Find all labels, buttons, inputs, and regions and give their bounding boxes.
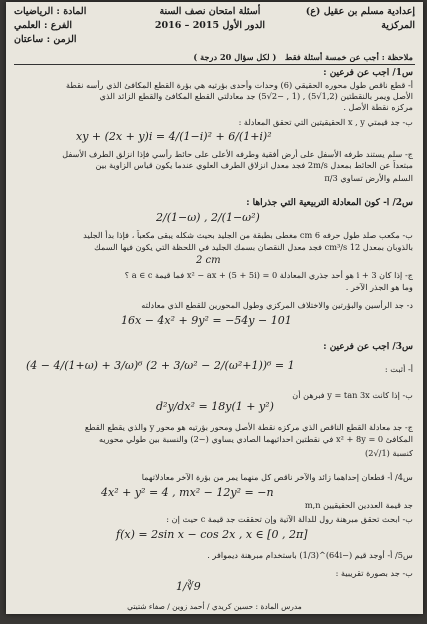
- q2-a-equation: 2/(1−ω) , 2/(1−ω²): [156, 211, 260, 224]
- header-left: [14, 6, 86, 45]
- q2-title: س2/ أ- كون المعادلة التربيعية التي جذراها :: [246, 198, 413, 208]
- q1-a-line3: مركزه نقطة الأصل .: [343, 102, 413, 112]
- q2-c-line1: ج- إذا كان 3 + i هو أحد جذري المعادلة x² − ax + (5 + 5i) = 0 فما قيمة a ∈ c ؟: [124, 270, 413, 280]
- exam-header: [14, 6, 415, 56]
- q2-b-line1: ب- مكعب صلد طول حرفه 6 cm مغطى بطبقة من الجليد بحيث شكله يبقى مكعباً ، فإذا بدأ الجليد: [83, 230, 413, 240]
- q1-c-line3: السلم والأرض تساوي π/3: [324, 173, 413, 183]
- q1-title: س1/ أجب عن فرعين :: [323, 68, 413, 78]
- q3-title: س3/ أجب عن فرعين :: [323, 342, 413, 352]
- header-right: [306, 6, 415, 31]
- exam-note-line: [14, 52, 413, 62]
- q5-a-line: س5/ أ- أوجد قيم (−64i)^(1/3) باستخدام مبرهنة ديموافر .: [207, 550, 413, 560]
- q1-b-equation: xy + (2x + y)i = 4/(1−i)² + 6/(1+i)²: [76, 130, 272, 143]
- q4-a-line1: س4/ أ- قطعان إحداهما زائد والآخر ناقص كل منهما يمر من بؤرة الآخر معادلاتهما: [141, 472, 413, 482]
- header-middle: [155, 6, 265, 31]
- q2-c-line2: وما هو الجذر الآخر .: [345, 282, 413, 292]
- exam-title: أسئلة امتحان نصف السنة: [159, 6, 261, 17]
- q3-c-line2: المكافئ x² + 8y = 0 في نقطتين احداثيهما الصادي يساوي (−2) والنسبة بين طولي محوريه: [99, 434, 413, 444]
- exam-marks: ( لكل سؤال 20 درجة ): [193, 52, 277, 62]
- q1-c-line2: مبتعداً عن الحائط بمعدل 2m/s فجد معدل انزلاق الطرف العلوي عندما يكون قياس الزاوية بين: [95, 160, 413, 170]
- q4-a-line2: جد قيمة العددين الحقيقيين m,n: [304, 500, 413, 510]
- teacher-credits: مدرس المادة : حسين كريدي / أحمد زوين / صفاء شتيتي: [127, 602, 302, 611]
- q3-c-line3: كنسبة (1/√2): [365, 448, 413, 458]
- q3-c-line1: ج- جد معادلة القطع الناقص الذي مركزه نقطة الأصل ومحور بؤرتيه هو محور y والذي يقطع القطع: [84, 422, 413, 432]
- q1-b-line1: ب- جد قيمتي x , y الحقيقيتين التي تحقق المعادلة :: [238, 117, 413, 127]
- q5-b-line: ب- جد بصورة تقريبية :: [335, 568, 413, 578]
- branch-label: الفرع : العلمي: [14, 20, 73, 31]
- q4-a-equation: 4x² + y² = 4 , mx² − 12y² = −n: [101, 486, 274, 499]
- exam-scope: المركزية: [381, 20, 415, 31]
- q4-b-line1: ب- ابحث تحقق مبرهنة رول للدالة الآتية وإن تحققت جد قيمة c حيث إن :: [166, 514, 413, 524]
- q2-d-equation: 16x − 4x² + 9y² = −54y − 101: [121, 314, 292, 327]
- q1-a-line2: الأصل ويمر بالنقطتين (1,2√5) , (1 , −2√5) جد معادلتي القطع المكافئ والقطع الزائد الذي: [99, 91, 413, 101]
- exam-session: الدور الأول 2015 – 2016: [154, 20, 265, 31]
- header-divider: [14, 64, 415, 65]
- exam-paper: [6, 2, 423, 614]
- q3-a-label: أ- أثبت :: [384, 364, 413, 374]
- q3-b-label: ب- إذا كانت y = tan 3x فبرهن أن: [292, 390, 413, 400]
- q5-b-equation: 1/∛9: [176, 580, 201, 593]
- time-label: الزمن : ساعتان: [14, 34, 77, 45]
- subject-label: المادة : الرياضيات: [14, 6, 87, 17]
- q1-a-line1: أ- قطع ناقص طول محوره الحقيقي (6) وحدات وأحدى بؤرتيه هي بؤرة القطع المكافئ الذي رأسه نقطة: [66, 80, 413, 90]
- q4-b-equation: f(x) = 2sin x − cos 2x , x ∈ [0 , 2π]: [116, 528, 308, 541]
- q2-d-line1: د- جد الرأسين والبؤرتين والاختلاف المركزي وطول المحورين للقطع الذي معادلته: [141, 300, 413, 310]
- q3-b-equation: d²y/dx² = 18y(1 + y²): [156, 400, 274, 413]
- q2-b-line2: بالذوبان بمعدل 12 cm³/s فجد معدل النقصان بسمك الجليد في اللحظة التي يكون فيها السمك: [94, 242, 413, 252]
- school-name: إعدادية مسلم بن عقيل (ع): [305, 6, 415, 17]
- q3-a-equation: (4 − 4/(1+ω) + 3/ω)⁶ (2 + 3/ω² − 2/(ω²+1))⁶ = 1: [26, 359, 295, 372]
- exam-note: ملاحظة : أجب عن خمسة أسئلة فقط: [284, 52, 413, 62]
- q1-c-line1: ج- سلم يستند طرفه الأسفل على أرض أفقية وطرفه الأعلى على حائط رأسي فإذا انزلق الطرف الأسفل: [62, 149, 413, 159]
- q2-b-value: 2 cm: [196, 255, 221, 266]
